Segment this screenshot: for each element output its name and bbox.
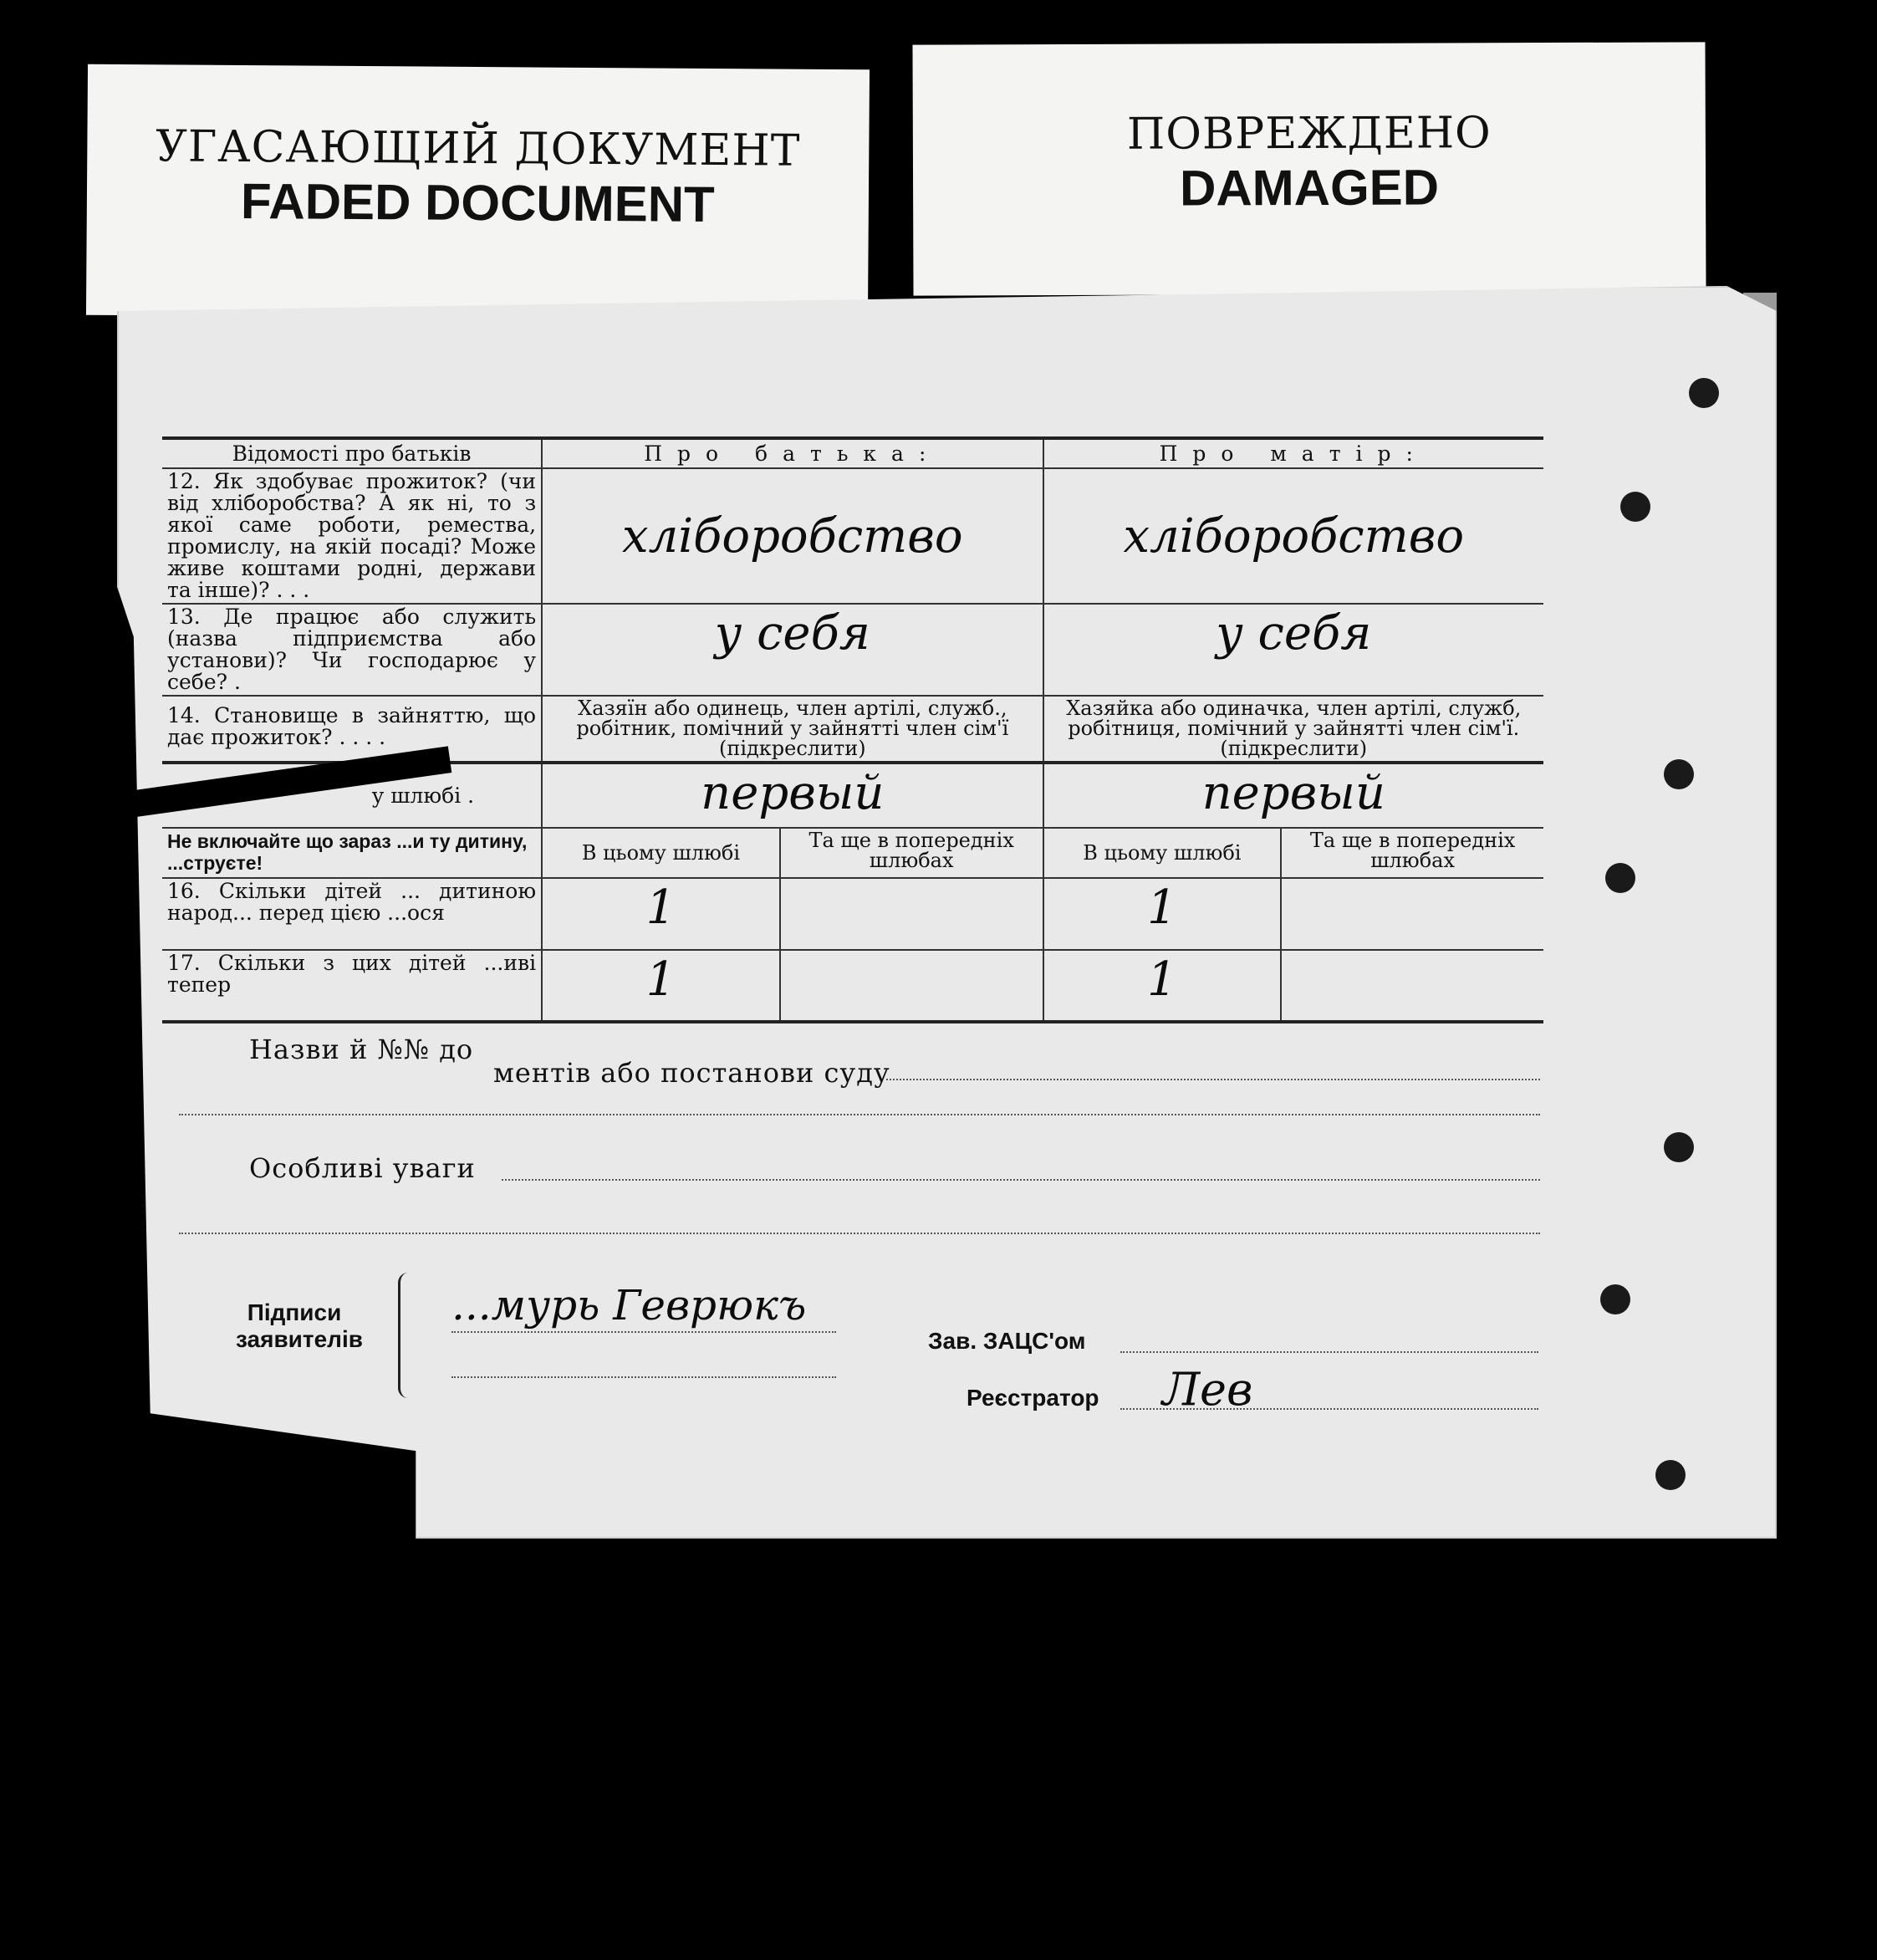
- note-do-not-include: Не включайте що зараз ...и ту дитину, ...струєте!: [162, 828, 542, 878]
- answer-12-father: хліборобство: [542, 468, 1043, 604]
- signature-line-1: [451, 1331, 836, 1333]
- punch-hole: [1620, 492, 1650, 522]
- table-row: [162, 878, 1543, 950]
- punch-hole: [1689, 378, 1719, 408]
- registrar-signature: Лев: [1162, 1363, 1253, 1416]
- answer-17-father-prev: [780, 950, 1043, 1022]
- answer-15-father: первый: [542, 763, 1043, 828]
- options-14-mother: [1043, 696, 1543, 763]
- father-col-this: В цьому шлюбі: [542, 828, 780, 878]
- table-row: [162, 468, 1543, 604]
- documents-line: [886, 1079, 1540, 1080]
- options-14-father: [542, 696, 1043, 763]
- zags-label: Зав. ЗАЦС'ом: [928, 1328, 1086, 1354]
- signatures-label: Підписи заявителів: [236, 1299, 363, 1352]
- table-row: [162, 696, 1543, 763]
- remarks-line-2: [179, 1233, 1540, 1234]
- table-row: [162, 950, 1543, 1022]
- answer-16-mother-prev: [1281, 878, 1543, 950]
- faded-label-en: FADED DOCUMENT: [240, 173, 715, 232]
- question-17: 17. Скільки з цих дітей ...иві тепер: [162, 950, 542, 1022]
- answer-15-mother: первый: [1201, 766, 1385, 820]
- parents-info-table: [162, 436, 1543, 1023]
- answer-13-father: у себя: [542, 604, 1043, 696]
- answer-17-father-this: 1: [542, 950, 780, 1022]
- registrar-label: Реєстратор: [967, 1385, 1099, 1411]
- signature-line-2: [451, 1376, 836, 1378]
- answer-13-mother: у себя: [1216, 606, 1372, 661]
- faded-label-ru: УГАСАЮЩИЙ ДОКУМЕНТ: [156, 121, 801, 176]
- zags-line: [1120, 1351, 1538, 1353]
- header-info: Відомості про батьків: [162, 438, 542, 468]
- question-15: у шлюбі .: [162, 763, 542, 828]
- mother-col-prev: Та ще в попередніх шлюбах: [1309, 829, 1516, 872]
- answer-17-mother-prev: [1281, 950, 1543, 1022]
- punch-hole: [1664, 759, 1694, 789]
- damaged-label-en: DAMAGED: [1179, 159, 1440, 217]
- registrar-line: [1120, 1408, 1538, 1410]
- punch-hole: [1605, 863, 1635, 893]
- question-13: 13. Де працює або служить (назва підприємства або установи)? Чи господарює у себе? .: [162, 604, 542, 696]
- question-16: 16. Скільки дітей ... дитиною народ... перед цією ...ося: [162, 878, 542, 950]
- damaged-label-ru: ПОВРЕЖДЕНО: [1126, 108, 1492, 160]
- remarks-label: Особливі уваги: [249, 1152, 476, 1184]
- header-mother: Про матір:: [1159, 442, 1428, 466]
- table-row: [162, 828, 1543, 878]
- signatures-brace: [398, 1273, 417, 1398]
- remarks-line: [502, 1179, 1540, 1181]
- documents-label-a: Назви й №№ до: [249, 1034, 474, 1065]
- damaged-document-label: [912, 42, 1706, 295]
- question-14: 14. Становище в зайняттю, що дає прожиток? . . . .: [162, 696, 542, 763]
- father-options-text: Хазяїн або одинець, член артілі, служб., робітник, помічний у зайнятті член сім'ї: [576, 697, 1009, 740]
- punch-hole: [1655, 1460, 1686, 1490]
- answer-12-mother: хліборобство: [1123, 508, 1465, 564]
- documents-label-b: ментів або постанови суду: [493, 1057, 890, 1089]
- punch-hole: [1600, 1284, 1630, 1314]
- mother-underline-note: (підкреслити): [1220, 737, 1368, 760]
- question-12: 12. Як здобуває прожиток? (чи від хліборобства? А як ні, то з якої саме роботи, ремества, промислу, на якій посаді? Може живе коштами родні, держави та інше)? . . .: [162, 468, 542, 604]
- answer-16-mother-this: 1: [1043, 878, 1282, 950]
- table-row: [162, 604, 1543, 696]
- header-father: Про батька:: [542, 438, 1043, 468]
- father-col-prev: Та ще в попередніх шлюбах: [780, 828, 1043, 878]
- punch-hole: [1664, 1132, 1694, 1162]
- answer-17-mother-this: 1: [1043, 950, 1282, 1022]
- mother-col-this: В цьому шлюбі: [1043, 828, 1282, 878]
- documents-line-2: [179, 1114, 1540, 1115]
- table-header-row: [162, 438, 1543, 468]
- father-underline-note: (підкреслити): [718, 737, 866, 760]
- answer-16-father-this: 1: [542, 878, 780, 950]
- answer-16-father-prev: [780, 878, 1043, 950]
- applicant-signature: ...мурь Геврюкъ: [451, 1281, 807, 1330]
- faded-document-label: [86, 64, 870, 321]
- mother-options-text: Хазяйка або одиначка, член артілі, служб, робітниця, помічний у зайнятті член сім'ї.: [1066, 697, 1522, 740]
